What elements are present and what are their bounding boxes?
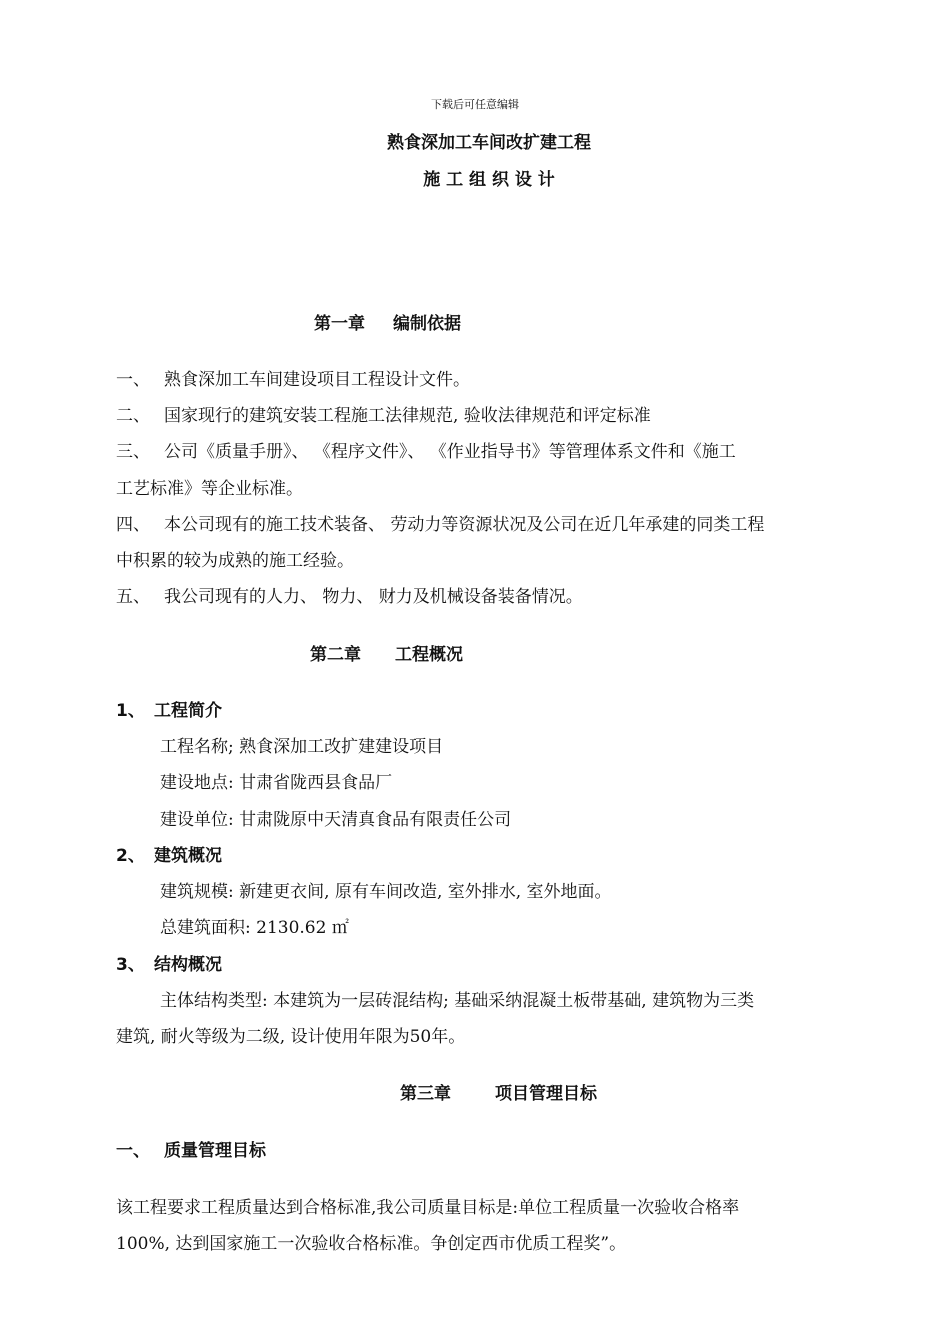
- list-item: 二、 国家现行的建筑安装工程施工法律规范, 验收法律规范和评定标准: [116, 406, 651, 426]
- list-item-continuation: 工艺标准》等企业标准。: [116, 479, 303, 499]
- chapter3-heading: [400, 1079, 597, 1104]
- chapter2-num: 第二章: [310, 645, 361, 665]
- chapter2-heading: [310, 640, 463, 665]
- building-area: 总建筑面积: 2130.62 ㎡: [160, 918, 349, 938]
- quality-goal-text-cont: 100%, 达到国家施工一次验收合格标准。争创定西市优质工程奖”。: [116, 1234, 627, 1254]
- building-scale: 建筑规模: 新建更衣间, 原有车间改造, 室外排水, 室外地面。: [160, 882, 612, 902]
- chapter1-name: 编制依据: [393, 314, 461, 334]
- chapter3-num: 第三章: [400, 1084, 451, 1104]
- chapter1-heading: [314, 309, 461, 334]
- section-heading: 2、 建筑概况: [116, 846, 222, 866]
- project-name: 工程名称; 熟食深加工改扩建建设项目: [160, 737, 444, 757]
- section-heading: 3、 结构概况: [116, 955, 222, 975]
- structure-continuation: 建筑, 耐火等级为二级, 设计使用年限为50年。: [116, 1027, 466, 1047]
- list-item: 三、 公司《质量手册》、 《程序文件》、 《作业指导书》等管理体系文件和《施工: [116, 442, 736, 462]
- list-item: 一、 熟食深加工车间建设项目工程设计文件。: [116, 370, 470, 390]
- document-title: 熟食深加工车间改扩建工程: [387, 133, 591, 153]
- chapter2-name: 工程概况: [395, 645, 463, 665]
- section-heading: 1、 工程简介: [116, 701, 222, 721]
- chapter3-name: 项目管理目标: [495, 1084, 597, 1104]
- section-heading: 一、 质量管理目标: [116, 1141, 266, 1161]
- chapter1-num: 第一章: [314, 314, 365, 334]
- list-item-continuation: 中积累的较为成熟的施工经验。: [116, 551, 354, 571]
- project-builder: 建设单位: 甘肃陇原中天清真食品有限责任公司: [160, 810, 512, 830]
- list-item: 四、 本公司现有的施工技术装备、 劳动力等资源状况及公司在近几年承建的同类工程: [116, 515, 765, 535]
- structure-type: 主体结构类型: 本建筑为一层砖混结构; 基础采纳混凝土板带基础, 建筑物为三类: [160, 991, 755, 1011]
- list-item: 五、 我公司现有的人力、 物力、 财力及机械设备装备情况。: [116, 587, 583, 607]
- header-note: 下载后可任意编辑: [431, 98, 519, 111]
- document-subtitle: 施 工 组 织 设 计: [423, 170, 555, 190]
- quality-goal-text: 该工程要求工程质量达到合格标准,我公司质量目标是:单位工程质量一次验收合格率: [116, 1198, 740, 1218]
- project-location: 建设地点: 甘肃省陇西县食品厂: [160, 773, 393, 793]
